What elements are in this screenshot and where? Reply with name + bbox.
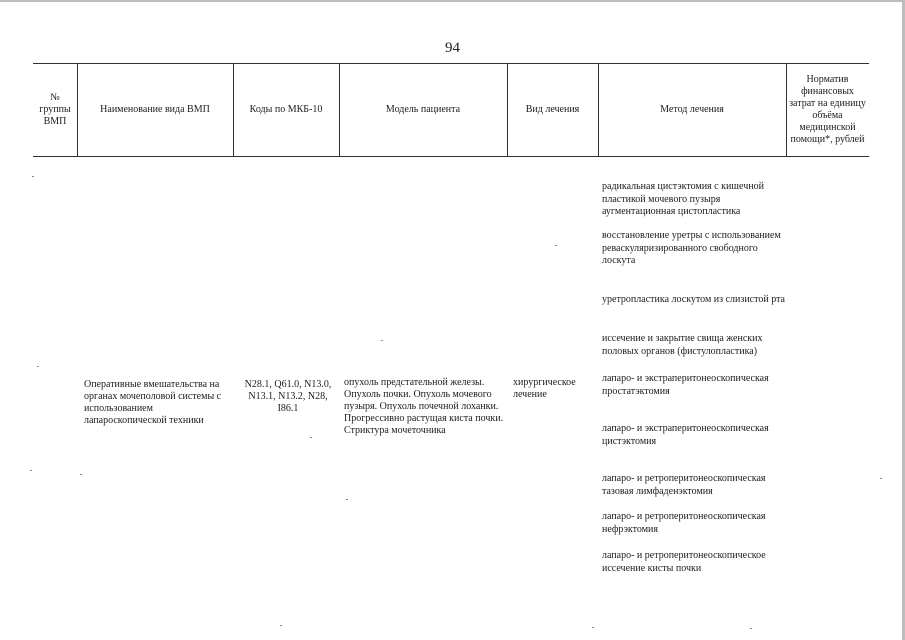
patient-model-cell: опухоль предстательной железы. Опухоль почки. Опухоль мочевого пузыря. Опухоль почечной лоханки. Прогрессивно растущая киста почки. Стриктура мочеточника [344,377,504,436]
header-treatment-method: Метод лечения [660,103,724,115]
header-icd-codes: Коды по МКБ-10 [249,103,323,115]
scan-speck [280,625,282,626]
treatment-type-cell: хирургическое лечение [513,377,576,400]
scan-speck [30,470,32,471]
header-vmp-type: Наименование вида ВМП [100,103,210,115]
method-item: лапаро- и ретроперитонеоскопическая нефрэктомия [602,511,766,535]
scan-speck [32,176,34,177]
header-cost-standard: Норматив финансовых затрат на единицу объёма медицинской помощи*, рублей [789,73,866,145]
table-header-bottom-border [33,156,869,157]
scan-speck [37,366,39,367]
method-item: уретропластика лоскутом из слизистой рта [602,294,785,305]
header-group-number: № группы ВМП [39,91,71,127]
vmp-type-cell: Оперативные вмешательства на органах мочеполовой системы с использованием лапароскопической техники [84,379,222,426]
scan-speck [750,628,752,629]
scan-speck [555,245,557,246]
scan-speck [80,474,82,475]
treatment-methods-list [602,181,792,575]
scan-speck [346,499,348,500]
method-item: лапаро- и экстраперитонеоскопическая цистэктомия [602,423,769,447]
icd-codes-cell: N28.1, Q61.0, N13.0, N13.1, N13.2, N28, I86.1 [244,379,332,414]
method-item: радикальная цистэктомия с кишечной пластикой мочевого пузыря аугментационная цистопластика [602,181,764,217]
method-item: лапаро- и ретроперитонеоскопическая тазовая лимфаденэктомия [602,473,766,497]
scan-speck [592,627,594,628]
method-item: лапаро- и ретроперитонеоскопическое иссечение кисты почки [602,550,766,574]
scan-speck [880,478,882,479]
header-patient-model: Модель пациента [385,103,461,115]
header-treatment-type: Вид лечения [525,103,580,115]
scan-edge-top [0,0,905,2]
scan-speck [381,340,383,341]
method-item: лапаро- и экстраперитонеоскопическая простатэктомия [602,373,769,397]
method-item: иссечение и закрытие свища женских половых органов (фистулопластика) [602,333,763,357]
scan-speck [310,437,312,438]
method-item: восстановление уретры с использованием реваскуляризированного свободного лоскута [602,230,781,266]
page-number: 94 [445,40,460,56]
